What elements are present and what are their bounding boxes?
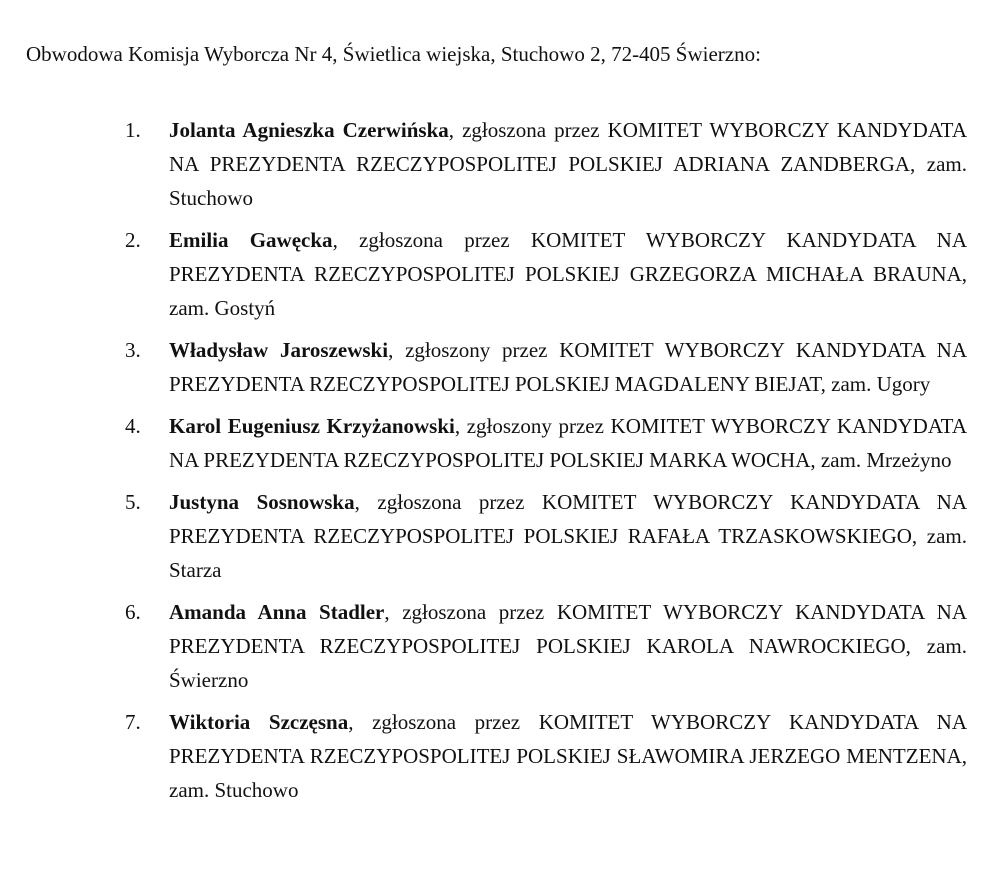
list-item <box>0 705 1000 807</box>
member-details: , zgłoszona przez KOMITET WYBORCZY KANDYDATA NA PREZYDENTA RZECZYPOSPOLITEJ POLSKIEJ RAFAŁA TRZASKOWSKIEGO, zam. Starza <box>169 490 967 582</box>
member-name: Justyna Sosnowska <box>169 490 355 514</box>
item-text <box>169 113 967 215</box>
commission-heading: Obwodowa Komisja Wyborcza Nr 4, Świetlica wiejska, Stuchowo 2, 72-405 Świerzno: <box>26 42 761 66</box>
list-item <box>0 223 1000 325</box>
member-list <box>0 113 1000 815</box>
item-text <box>169 223 967 325</box>
item-number: 3. <box>125 338 141 362</box>
member-details: , zgłoszony przez KOMITET WYBORCZY KANDYDATA NA PREZYDENTA RZECZYPOSPOLITEJ POLSKIEJ MARKA WOCHA, zam. Mrzeżyno <box>169 414 967 472</box>
item-text <box>169 595 967 697</box>
member-details: , zgłoszona przez KOMITET WYBORCZY KANDYDATA NA PREZYDENTA RZECZYPOSPOLITEJ POLSKIEJ GRZEGORZA MICHAŁA BRAUNA, zam. Gostyń <box>169 228 967 320</box>
item-number: 5. <box>125 490 141 514</box>
item-text <box>169 333 967 401</box>
member-details: , zgłoszona przez KOMITET WYBORCZY KANDYDATA NA PREZYDENTA RZECZYPOSPOLITEJ POLSKIEJ KAROLA NAWROCKIEGO, zam. Świerzno <box>169 600 967 692</box>
member-details: , zgłoszona przez KOMITET WYBORCZY KANDYDATA NA PREZYDENTA RZECZYPOSPOLITEJ POLSKIEJ SŁAWOMIRA JERZEGO MENTZENA, zam. Stuchowo <box>169 710 967 802</box>
item-number: 7. <box>125 710 141 734</box>
list-item <box>0 485 1000 587</box>
member-details: , zgłoszony przez KOMITET WYBORCZY KANDYDATA NA PREZYDENTA RZECZYPOSPOLITEJ POLSKIEJ MAGDALENY BIEJAT, zam. Ugory <box>169 338 968 396</box>
list-item <box>0 113 1000 215</box>
member-details: , zgłoszona przez KOMITET WYBORCZY KANDYDATA NA PREZYDENTA RZECZYPOSPOLITEJ POLSKIEJ ADRIANA ZANDBERGA, zam. Stuchowo <box>169 118 967 210</box>
list-item <box>0 409 1000 477</box>
item-text <box>169 409 967 477</box>
member-name: Amanda Anna Stadler <box>169 600 385 624</box>
item-number: 4. <box>125 414 141 438</box>
member-name: Emilia Gawęcka <box>169 228 333 252</box>
item-number: 1. <box>125 118 141 142</box>
item-number: 6. <box>125 600 141 624</box>
list-item <box>0 595 1000 697</box>
item-text <box>169 705 967 807</box>
item-number: 2. <box>125 228 141 252</box>
item-text <box>169 485 967 587</box>
member-name: Karol Eugeniusz Krzyżanowski <box>169 414 455 438</box>
member-name: Władysław Jaroszewski <box>169 338 389 362</box>
list-item <box>0 333 1000 401</box>
member-name: Wiktoria Szczęsna <box>169 710 349 734</box>
member-name: Jolanta Agnieszka Czerwińska <box>169 118 449 142</box>
